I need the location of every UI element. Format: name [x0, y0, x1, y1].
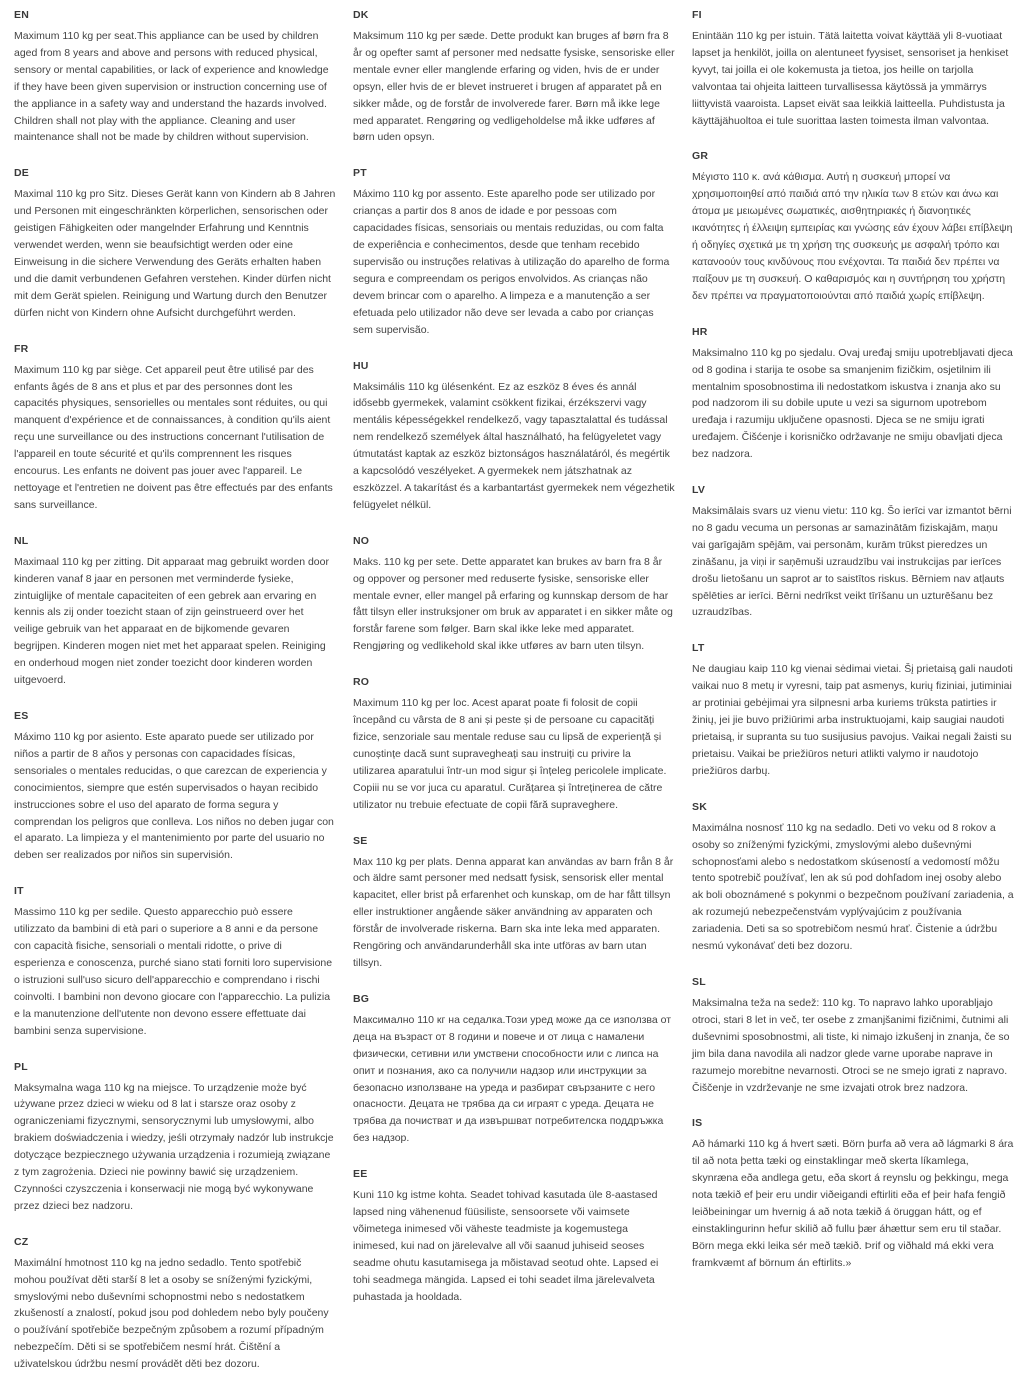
- lang-code-lt: LT: [692, 642, 705, 655]
- lang-text-se: Max 110 kg per plats. Denna apparat kan användas av barn från 8 år och äldre samt personer med nedsatt fysisk, sensorisk eller mental kapacitet, eller brist på erfarenhet och kunskap, om de har fått tillsyn eller instruktioner angående säker användning av apparaten och förstår de involverade riskerna. Barn ska inte leka med apparaten. Rengöring och användarunderhåll ska inte utföras av barn utan tillsyn.: [353, 855, 674, 969]
- lang-text-pt: Máximo 110 kg por assento. Este aparelho pode ser utilizado por crianças a partir dos 8 anos de idade e por pessoas com capacidades físicas, sensoriais ou mentais reduzidas, ou com falta de experiência e conhecimentos, desde que tenham recebido supervisão ou instruções relativas à utilização do aparelho de forma segura e compreendam os perigos envolvidos. As crianças não devem brincar com o aparelho. A limpeza e a manutenção a ser efetuada pelo utilizador não deve ser levada a cabo por crianças sem supervisão.: [353, 188, 670, 336]
- lang-section-fr: [14, 343, 336, 514]
- lang-text-it: Massimo 110 kg per sedile. Questo apparecchio può essere utilizzato da bambini di età pari o superiore a 8 anni e da persone con capacità fisiche, sensoriali o mentali ridotte, o prive di esperienza e conoscenza, purché siano stati forniti loro supervisione o istruzioni sull'uso sicuro dell'apparecchio e comprendano i rischi coinvolti. I bambini non devono giocare con l'apparecchio. La pulizia e la manutenzione dell'utente non devono essere effettuate dai bambini senza supervisione.: [14, 906, 333, 1037]
- lang-text-bg: Максимално 110 кг на седалка.Този уред може да се използва от деца на възраст от 8 години и повече и от лица с намалени физически, сетивни или умствени способности или с липса на опит и познания, ако са получили надзор или инструкции за безопасно използване на уреда и разбират свързаните с него опасности. Децата не трябва да си играят с уреда. Децата не трябва да почистват и да извършват потребителска поддръжка без надзор.: [353, 1013, 672, 1145]
- lang-text-de: Maximal 110 kg pro Sitz. Dieses Gerät kann von Kindern ab 8 Jahren und Personen mit eingeschränkten körperlichen, sensorischen oder geistigen Fähigkeiten oder mangelnder Erfahrung und Kenntnis verwendet werden, wenn sie beaufsichtigt werden oder eine Einweisung in die sichere Verwendung des Geräts erhalten haben und die damit verbundenen Gefahren verstehen. Kinder dürfen nicht mit dem Gerät spielen. Reinigung und Wartung durch den Benutzer dürfen nicht von Kindern ohne Aufsicht durchgeführt werden.: [14, 188, 336, 319]
- lang-code-hr: HR: [692, 325, 708, 338]
- lang-code-pt: PT: [353, 167, 367, 180]
- column-2: [353, 9, 675, 1326]
- lang-section-sk: [692, 801, 1014, 955]
- lang-section-en: [14, 9, 336, 146]
- lang-code-is: IS: [692, 1117, 703, 1130]
- lang-text-cz: Maximální hmotnost 110 kg na jedno sedadlo. Tento spotřebič mohou používat děti starší 8 let a osoby se sníženými fyzickými, smyslovými nebo duševními schopnostmi nebo s nedostatkem zkušeností a znalostí, pokud jsou pod dohledem nebo byly poučeny o používání spotřebiče bezpečným způsobem a rozumí případným nebezpečím. Děti si se spotřebičem nesmí hrát. Čištění a uživatelskou údržbu nesmí provádět děti bez dozoru.: [14, 1256, 329, 1371]
- lang-code-sk: SK: [692, 800, 707, 813]
- lang-code-bg: BG: [353, 992, 370, 1005]
- lang-text-lt: Ne daugiau kaip 110 kg vienai sėdimai vietai. Šį prietaisą gali naudoti vaikai nuo 8 metų ir vyresni, taip pat asmenys, kurių fiziniai, jutiminiai ar protiniai gebėjimai yra silpnesni arba kuriems trūksta patirties ir žinių, jei jie buvo prižiūrimi arba instruktuojami, kaip saugiai naudoti prietaisą, ir supranta su tuo susijusius pavojus. Vaikai negali žaisti su prietaisu. Vaikai be priežiūros neturi atlikti valymo ir naudotojo priežiūros darbų.: [692, 663, 1013, 777]
- lang-code-lv: LV: [692, 484, 706, 497]
- column-3: [692, 9, 1014, 1293]
- lang-text-lv: Maksimālais svars uz vienu vietu: 110 kg. Šo ierīci var izmantot bērni no 8 gadu vecuma un personas ar samazinātām fiziskajām, maņu vai garīgajām spējām, vai personām, kurām trūkst pieredzes un zināšanu, ja viņi ir saņēmuši uzraudzību vai instrukcijas par ierīces drošu lietošanu un saprot ar to saistītos riskus. Bērniem nav atļauts spēlēties ar ierīci. Bērni nedrīkst veikt tīrīšanu un uzturēšanu bez uzraudzības.: [692, 505, 1012, 619]
- lang-code-hu: HU: [353, 359, 369, 372]
- lang-code-cz: CZ: [14, 1235, 29, 1248]
- lang-section-es: [14, 710, 336, 864]
- lang-code-de: DE: [14, 167, 29, 180]
- lang-code-sl: SL: [692, 975, 706, 988]
- lang-section-pt: [353, 167, 675, 338]
- lang-section-bg: [353, 993, 675, 1147]
- lang-code-ro: RO: [353, 676, 370, 689]
- lang-section-hr: [692, 326, 1014, 463]
- lang-section-lt: [692, 642, 1014, 779]
- lang-code-es: ES: [14, 710, 29, 722]
- lang-text-nl: Maximaal 110 kg per zitting. Dit apparaat mag gebruikt worden door kinderen vanaf 8 jaar en personen met verminderde fysieke, zintuiglijke of mentale capaciteiten of een gebrek aan ervaring en kennis als zij onder toezicht staan of zijn geinstrueerd over het veilige gebruik van het apparaat en de bijkomende gevaren begrijpen. Kinderen mogen niet met het apparaat spelen. Reiniging en onderhoud mogen niet zonder toezicht door kinderen worden uitgevoerd.: [14, 555, 329, 687]
- column-1: [14, 9, 336, 1394]
- lang-text-hu: Maksimális 110 kg ülésenként. Ez az eszköz 8 éves és annál idősebb gyermekek, valamint csökkent fizikai, érzékszervi vagy mentális képességekkel rendelkező, vagy tapasztalattal és tudással nem rendelkező személyek által használható, ha felügyeletet vagy útmutatást kaptak az eszköz biztonságos használatáról, és megértik a kapcsolódó veszélyeket. A gyermekek nem játszhatnak az eszközzel. A takarítást és a karbantartást gyermekek nem végezhetik felügyelet nélkül.: [353, 380, 675, 511]
- lang-code-fi: FI: [692, 9, 702, 21]
- lang-text-no: Maks. 110 kg per sete. Dette apparatet kan brukes av barn fra 8 år og oppover og personer med reduserte fysiske, sensoriske eller mentale evner, eller mangel på erfaring og kunnskap dersom de har fått tilsyn eller instruksjoner om bruk av apparatet i en sikker måte og forstår farene som følger. Barn skal ikke leke med apparatet. Rengjøring og vedlikehold skal ikke utføres av barn uten tilsyn.: [353, 555, 673, 653]
- lang-section-cz: [14, 1236, 336, 1373]
- lang-section-it: [14, 885, 336, 1039]
- lang-section-fi: [692, 9, 1014, 129]
- lang-section-sl: [692, 976, 1014, 1096]
- lang-text-is: Að hámarki 110 kg á hvert sæti. Börn þurfa að vera að lágmarki 8 ára til að nota þetta tæki og einstaklingar með skerta líkamlega, skynræna eða andlega getu, eða skort á reynslu og þekkingu, mega nota tækið ef þeir eru undir viðeigandi eftirliti eða ef þeir hafa fengið leiðbeiningar um hvernig á að nota tækið á öruggan hátt, og ef einstaklingurinn hefur skilið að fullu þær áhættur sem eru til staðar. Börn mega ekki leika sér með tækið. Þrif og viðhald má ekki vera framkvæmt af börnum án eftirlits.»: [692, 1138, 1014, 1269]
- lang-text-fi: Enintään 110 kg per istuin. Tätä laitetta voivat käyttää yli 8-vuotiaat lapset ja henkilöt, joilla on alentuneet fyysiset, sensoriset ja henkiset kyvyt, tai joilla ei ole kokemusta ja tietoa, jos heille on tarjolla valvontaa tai ohjeita laitteen turvallisessa käytössä ja ymmärrys liittyvistä vaaroista. Lapset eivät saa leikkiä laitteella. Puhdistusta ja käyttäjähuoltoa ei tule suorittaa lasten toimesta ilman valvontaa.: [692, 30, 1009, 127]
- lang-text-hr: Maksimalno 110 kg po sjedalu. Ovaj uređaj smiju upotrebljavati djeca od 8 godina i starija te osobe sa smanjenim fizičkim, osjetilnim ili mentalnim sposobnostima ili nedostatkom iskustva i znanja ako su pod nadzorom ili su dobile upute u vezi sa sigurnom upotrebom uređaja i razumiju uključene opasnosti. Djeca se ne smiju igrati uređajem. Čišćenje i korisničko održavanje ne smiju obavljati djeca bez nadzora.: [692, 346, 1013, 461]
- lang-text-sl: Maksimalna teža na sedež: 110 kg. To napravo lahko uporabljajo otroci, stari 8 let in več, ter osebe z zmanjšanimi fizičnimi, čutnimi ali duševnimi sposobnostmi, ali tiste, ki nimajo izkušenj in znanja, če so jim bila dana navodila ali nadzor glede varne uporabe naprave in razumejo morebitne nevarnosti. Otroci se ne smejo igrati z napravo. Čiščenje in vzdrževanje ne sme izvajati otrok brez nadzora.: [692, 996, 1010, 1094]
- lang-section-dk: [353, 9, 675, 146]
- lang-section-pl: [14, 1061, 336, 1215]
- lang-text-dk: Maksimum 110 kg per sæde. Dette produkt kan bruges af børn fra 8 år og opefter samt af personer med nedsatte fysiske, sensoriske eller mentale evner eller manglende erfaring og viden, hvis de er under opsyn, eller hvis de er blevet instrueret i brugen af apparatet på en sikker måde, og de forstår de involverede farer. Børn må ikke lege med apparatet. Rengøring og vedligeholdelse må ikke udføres af børn uden opsyn.: [353, 30, 675, 144]
- lang-code-no: NO: [353, 534, 370, 547]
- lang-section-lv: [692, 484, 1014, 621]
- lang-section-se: [353, 835, 675, 972]
- lang-code-fr: FR: [14, 342, 29, 355]
- lang-section-ee: [353, 1168, 675, 1305]
- lang-code-ee: EE: [353, 1168, 368, 1181]
- lang-code-nl: NL: [14, 534, 29, 547]
- lang-code-gr: GR: [692, 150, 709, 163]
- lang-text-ee: Kuni 110 kg istme kohta. Seadet tohivad kasutada üle 8-aastased lapsed ning vähenenud füüsiliste, sensoorsete või vaimsete võimetega inimesed või väheste teadmiste ja kogemustega inimesed, kui nad on järelevalve all või saanud juhiseid seoses seadme ohutu kasutamisega ja mõistavad seotud ohte. Lapsed ei tohi seadmega mängida. Lapsed ei tohi seadet ilma järelevalveta puhastada ja hooldada.: [353, 1189, 659, 1303]
- lang-text-ro: Maximum 110 kg per loc. Acest aparat poate fi folosit de copii începând cu vârsta de 8 ani și peste și de persoane cu capacități fizice, senzoriale sau mentale reduse sau cu lipsă de experiență și cunoștințe dacă sunt supravegheați sau instruiți cu privire la utilizarea aparatului într-un mod sigur și înțeleg pericolele implicate. Copiii nu se vor juca cu aparatul. Curățarea și întreținerea de către utilizator nu trebuie efectuate de copii fără supraveghere.: [353, 697, 667, 811]
- lang-code-it: IT: [14, 885, 24, 898]
- lang-text-fr: Maximum 110 kg par siège. Cet appareil peut être utilisé par des enfants âgés de 8 ans et plus et par des personnes dont les capacités physiques, sensorielles ou mentales sont réduites, ou qui manquent d'expérience et de connaissances, à condition qu'ils aient reçu une surveillance ou des instructions concernant l'utilisation de l'appareil en toute sécurité et qu'ils comprennent les risques encourus. Les enfants ne doivent pas jouer avec l'appareil. Le nettoyage et l'entretien ne doivent pas être effectués par des enfants sans surveillance.: [14, 363, 333, 511]
- lang-text-pl: Maksymalna waga 110 kg na miejsce. To urządzenie może być używane przez dzieci w wieku od 8 lat i starsze oraz osoby z ograniczeniami fizycznymi, sensorycznymi lub umysłowymi, albo brakiem doświadczenia i wiedzy, jeśli otrzymały nadzór lub instrukcje dotyczące bezpiecznego używania urządzenia i rozumieją związane z tym zagrożenia. Dzieci nie powinny bawić się urządzeniem. Czynności czyszczenia i konserwacji nie mogą być wykonywane przez dzieci bez nadzoru.: [14, 1081, 334, 1212]
- lang-text-gr: Μέγιστο 110 κ. ανά κάθισμα. Αυτή η συσκευή μπορεί να χρησιμοποιηθεί από παιδιά από την ηλικία των 8 ετών και άνω και άτομα με μειωμένες σωματικές, αισθητηριακές ή διανοητικές ικανότητες ή έλλειψη εμπειρίας και γνώσης εάν έχουν λάβει επίβλεψη ή οδηγίες σχετικά με τη χρήση της συσκευής με ασφαλή τρόπο και κατανοούν τους κινδύνους που ενέχονται. Τα παιδιά δεν πρέπει να παίξουν με τη συσκευή. Ο καθαρισμός και η συντήρηση του χρήστη δεν πρέπει να πραγματοποιούνται από παιδιά χωρίς επίβλεψη.: [692, 171, 1013, 302]
- lang-code-dk: DK: [353, 9, 369, 21]
- lang-code-pl: PL: [14, 1060, 28, 1073]
- lang-section-de: [14, 167, 336, 321]
- lang-section-hu: [353, 360, 675, 514]
- lang-section-is: [692, 1117, 1014, 1271]
- lang-text-es: Máximo 110 kg por asiento. Este aparato puede ser utilizado por niños a partir de 8 años y personas con capacidades físicas, sensoriales o mentales reducidas, o que carezcan de experiencia y conocimientos, siempre que estén supervisados o hayan recibido instrucciones sobre el uso del aparato de forma segura y comprendan los peligros que conlleva. Los niños no deben jugar con el aparato. La limpieza y el mantenimiento por parte del usuario no deben ser realizados por niños sin supervisión.: [14, 731, 334, 862]
- lang-section-nl: [14, 535, 336, 689]
- lang-text-sk: Maximálna nosnosť 110 kg na sedadlo. Deti vo veku od 8 rokov a osoby so zníženými fyzickými, zmyslovými alebo duševnými schopnosťami alebo s nedostatkom skúseností a vedomostí môžu tento spotrebič používať, len ak sú pod dohľadom inej osoby alebo ak boli oboznámené s pokynmi o bezpečnom používaní zariadenia, a ak rozumejú nebezpečenstvám vyplývajúcim z používania zariadenia. Deti sa so spotrebičom nesmú hrať. Čistenie a údržbu nesmú vykonávať deti bez dozoru.: [692, 821, 1014, 953]
- lang-section-ro: [353, 676, 675, 813]
- lang-text-en: Maximum 110 kg per seat.This appliance can be used by children aged from 8 years and above and persons with reduced physical, sensory or mental capabilities, or lack of experience and knowledge if they have been given supervision or instruction concerning use of the appliance in a safety way and understand the hazards involved. Children shall not play with the appliance. Cleaning and user maintenance shall not be made by children without supervision.: [14, 30, 329, 144]
- lang-code-en: EN: [14, 9, 29, 21]
- lang-section-no: [353, 535, 675, 655]
- lang-section-gr: [692, 150, 1014, 304]
- lang-code-se: SE: [353, 834, 368, 847]
